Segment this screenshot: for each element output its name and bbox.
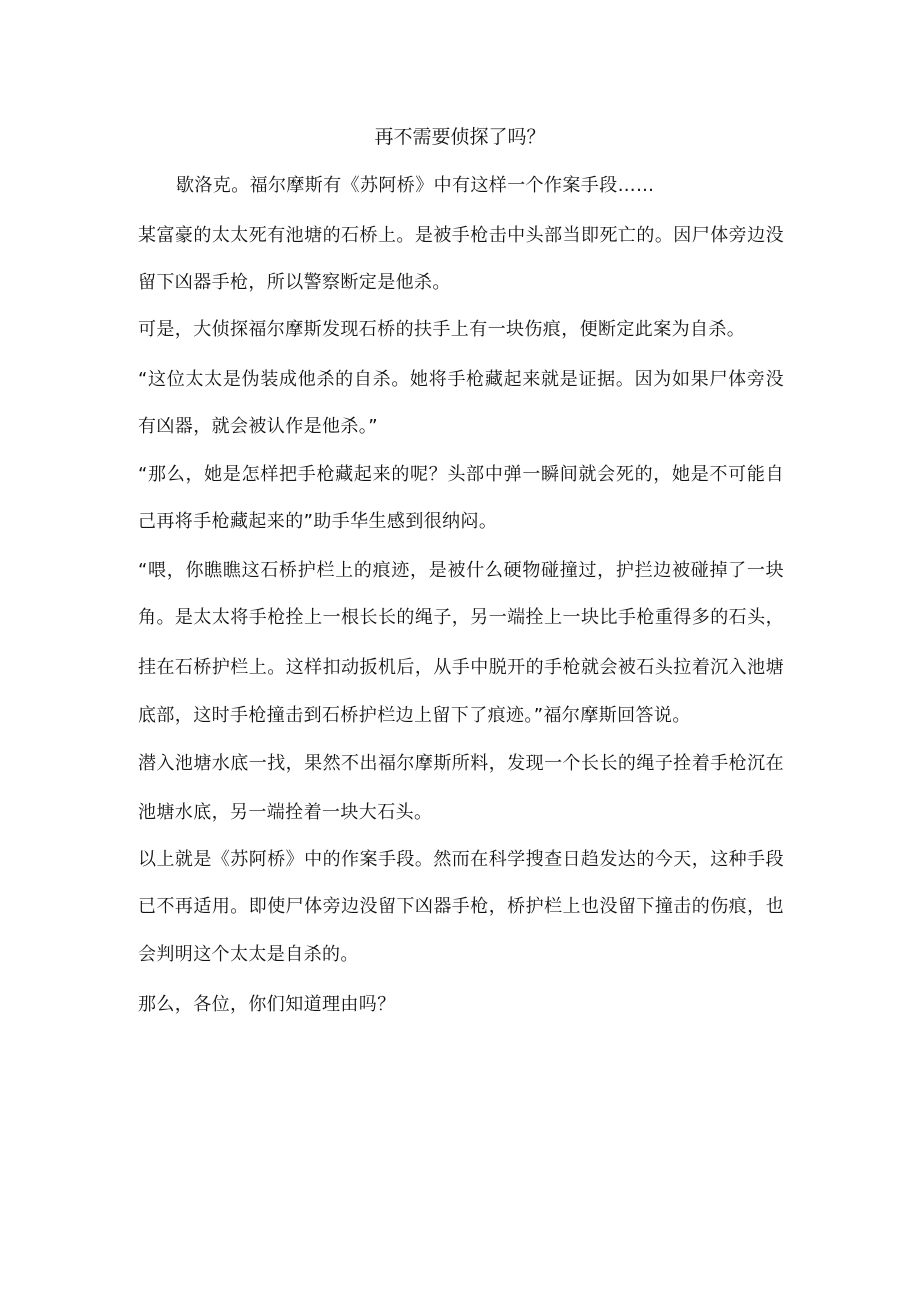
paragraph-line: 潜入池塘水底一找，果然不出福尔摩斯所料，发现一个长长的绳子拴着手枪沉在 xyxy=(138,753,784,774)
paragraph-line: 角。是太太将手枪拴上一根长长的绳子，另一端拴上一块比手枪重得多的石头， xyxy=(138,607,784,628)
paragraph-line: 某富豪的太太死有池塘的石桥上。是被手枪击中头部当即死亡的。因尸体旁边没 xyxy=(138,225,784,246)
paragraph-line: 已不再适用。即使尸体旁边没留下凶器手枪，桥护栏上也没留下撞击的伤痕，也 xyxy=(138,896,784,917)
paragraph-line: 有凶器，就会被认作是他杀。” xyxy=(138,416,378,437)
paragraph-line: “那么，她是怎样把手枪藏起来的呢？头部中弹一瞬间就会死的，她是不可能自 xyxy=(138,464,784,485)
paragraph-line: “喂，你瞧瞧这石桥护栏上的痕迹，是被什么硬物碰撞过，护拦边被碰掉了一块 xyxy=(138,560,784,581)
paragraph-line: 留下凶器手枪，所以警察断定是他杀。 xyxy=(138,272,451,293)
paragraph-line: 那么，各位，你们知道理由吗？ xyxy=(138,994,396,1015)
paragraph-line: 会判明这个太太是自杀的。 xyxy=(138,944,359,965)
paragraph-line: 挂在石桥护栏上。这样扣动扳机后，从手中脱开的手枪就会被石头拉着沉入池塘 xyxy=(138,657,784,678)
paragraph-line: 底部，这时手枪撞击到石桥护栏边上留下了痕迹。”福尔摩斯回答说。 xyxy=(138,705,691,726)
paragraph-line: “这位太太是伪装成他杀的自杀。她将手枪藏起来就是证据。因为如果尸体旁没 xyxy=(138,369,784,390)
paragraph-line: 以上就是《苏阿桥》中的作案手段。然而在科学搜查日趋发达的今天，这种手段 xyxy=(138,849,784,870)
paragraph-line: 歇洛克。福尔摩斯有《苏阿桥》中有这样一个作案手段…… xyxy=(176,175,655,196)
paragraph-line: 己再将手枪藏起来的”助手华生感到很纳闷。 xyxy=(138,511,498,532)
paragraph-line: 可是，大侦探福尔摩斯发现石桥的扶手上有一块伤痕，便断定此案为自杀。 xyxy=(138,319,746,340)
paragraph-line: 池塘水底，另一端拴着一块大石头。 xyxy=(138,802,433,823)
document-title: 再不需要侦探了吗？ xyxy=(374,126,546,148)
